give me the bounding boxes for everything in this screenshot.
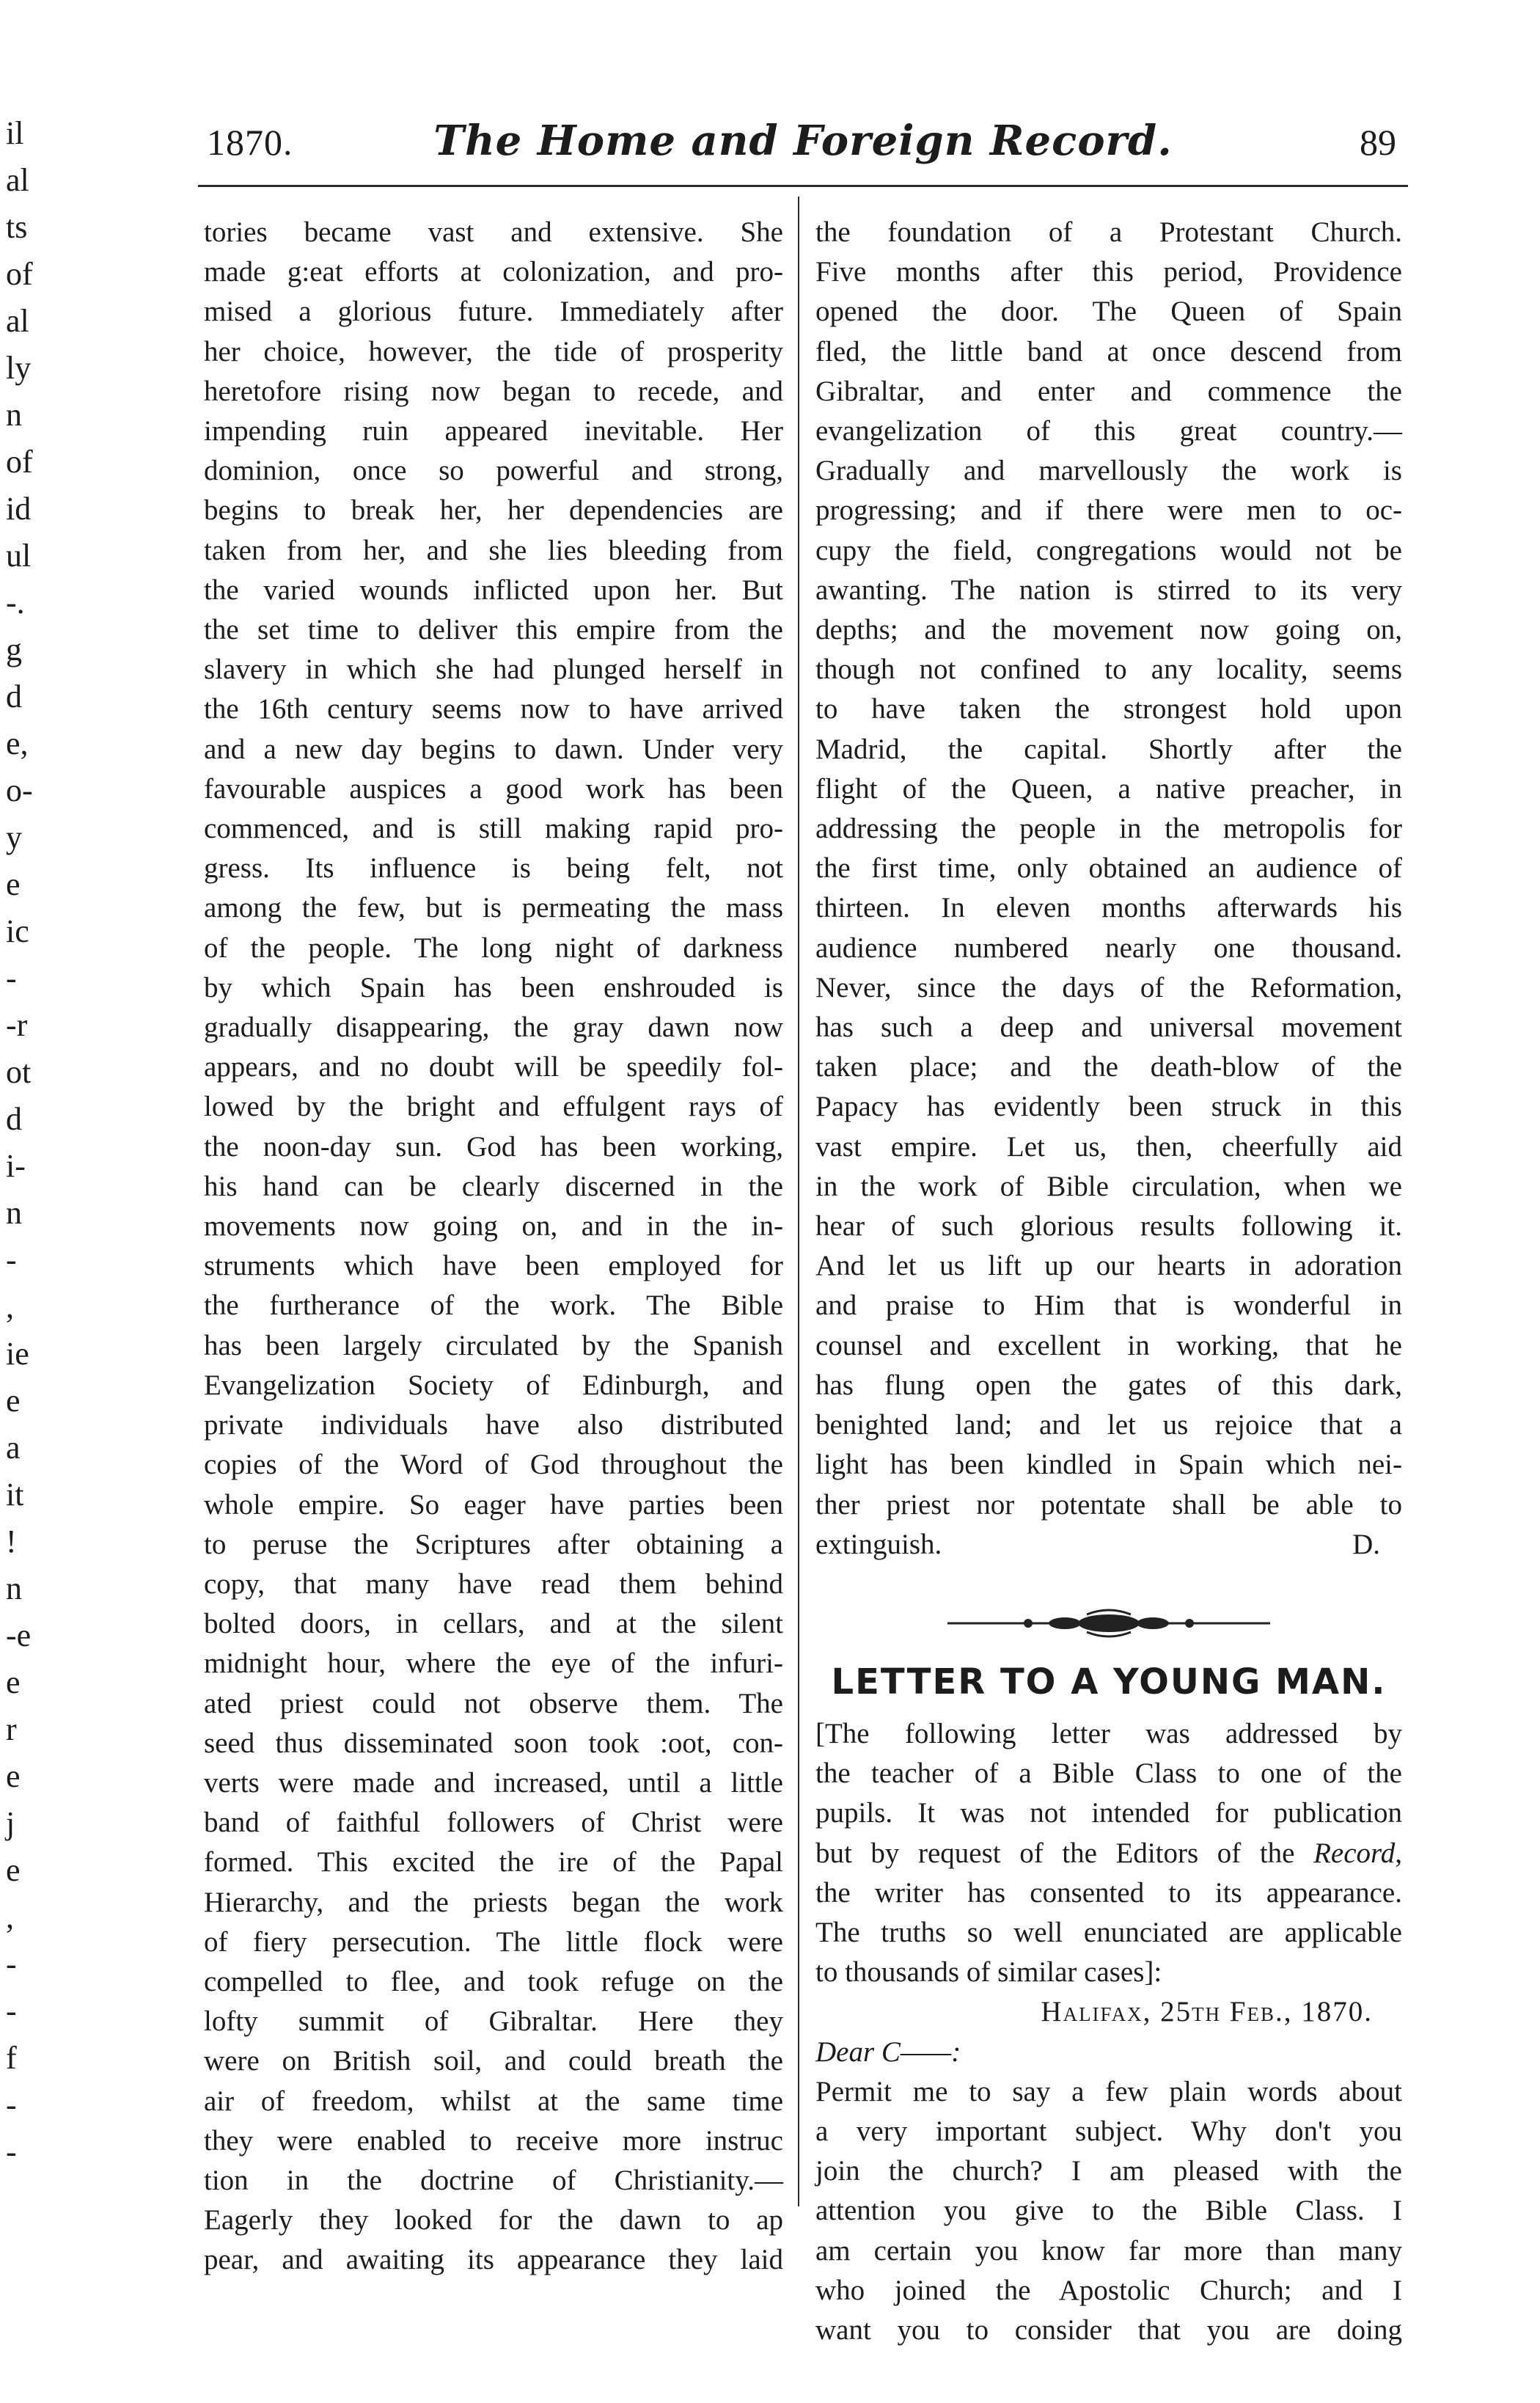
text-line: am certain you know far more than many — [815, 2234, 1402, 2267]
text-line: the set time to deliver this empire from the — [204, 614, 783, 646]
text-line: formed. This excited the ire of the Papal — [204, 1846, 783, 1879]
text-line: Evangelization Society of Edinburgh, and — [204, 1369, 783, 1401]
text-line: gress. Its influence is being felt, not — [204, 852, 783, 885]
text-line: they were enabled to receive more instruc — [204, 2124, 783, 2157]
text-line: thirteen. In eleven months afterwards his — [815, 892, 1402, 924]
bleed-fragment: e — [6, 1852, 21, 1888]
text-line: join the church? I am pleased with the — [815, 2155, 1402, 2187]
text-line: tion in the doctrine of Christianity.— — [204, 2164, 783, 2196]
text-line: begins to break her, her dependencies are — [204, 494, 783, 527]
bleed-fragment: , — [6, 1899, 14, 1935]
text-line: ated priest could not observe them. The — [204, 1687, 783, 1719]
text-line: audience numbered nearly one thousand. — [815, 932, 1402, 964]
text-line: want you to consider that you are doing — [815, 2314, 1402, 2346]
letter-salutation: Dear C——: — [815, 2036, 961, 2068]
text-line: The truths so well enunciated are applicable — [815, 1916, 1402, 1948]
letter-dateline: Halifax, 25th Feb., 1870. — [1041, 1996, 1373, 2028]
text-line: appears, and no doubt will be speedily fol- — [204, 1051, 783, 1083]
text-line: Gibraltar, and enter and commence the — [815, 375, 1402, 407]
text-line: the noon-day sun. God has been working, — [204, 1130, 783, 1163]
text-line: depths; and the movement now going on, — [815, 614, 1402, 646]
bleed-fragment: j — [6, 1805, 15, 1841]
bleed-fragment: -r — [6, 1007, 28, 1043]
text-line: slavery in which she had plunged herself in — [204, 654, 783, 686]
text-line: light has been kindled in Spain which nei- — [815, 1449, 1402, 1481]
text-line: flight of the Queen, a native preacher, in — [815, 772, 1402, 805]
bleed-fragment: y — [6, 819, 22, 855]
text-line: counsel and excellent in working, that he — [815, 1329, 1402, 1361]
text-line: hear of such glorious results following it. — [815, 1210, 1402, 1243]
bleed-fragment: d — [6, 1101, 22, 1137]
text-line: of fiery persecution. The little flock were — [204, 1925, 783, 1958]
text-line: seed thus disseminated soon took :oot, con- — [204, 1727, 783, 1759]
letter-intro — [815, 1714, 1402, 1992]
text-line: commenced, and is still making rapid pro- — [204, 813, 783, 845]
header-year: 1870. — [207, 122, 293, 163]
text-line: of the people. The long night of darkness — [204, 932, 783, 964]
text-line: pear, and awaiting its appearance they laid — [204, 2244, 783, 2276]
bleed-fragment: n — [6, 397, 22, 433]
text-line: And let us lift up our hearts in adoration — [815, 1250, 1402, 1282]
bleed-fragment: -. — [6, 585, 25, 621]
text-line: in the work of Bible circulation, when we — [815, 1170, 1402, 1202]
text-line: Hierarchy, and the priests began the work — [204, 1886, 783, 1918]
bleed-fragment: e — [6, 1758, 21, 1794]
bleed-fragment: - — [6, 1242, 17, 1278]
text-line: the furtherance of the work. The Bible — [204, 1290, 783, 1322]
text-line: private individuals have also distributed — [204, 1409, 783, 1441]
text-line: attention you give to the Bible Class. I — [815, 2195, 1402, 2227]
text-line: though not confined to any locality, seems — [815, 654, 1402, 686]
bleed-fragment: id — [6, 491, 32, 527]
text-line: vast empire. Let us, then, cheerfully aid — [815, 1130, 1402, 1163]
text-line: Five months after this period, Providence — [815, 256, 1402, 288]
text-line: a very important subject. Why don't you — [815, 2115, 1402, 2147]
bleed-fragment: it — [6, 1477, 24, 1513]
header-rule — [198, 185, 1408, 187]
text-line: to thousands of similar cases]: — [815, 1956, 1162, 1989]
text-line: opened the door. The Queen of Spain — [815, 296, 1402, 328]
text-line: movements now going on, and in the in- — [204, 1210, 783, 1243]
letter-heading: LETTER TO A YOUNG MAN. — [831, 1661, 1387, 1702]
text-line: the varied wounds inflicted upon her. But — [204, 574, 783, 606]
text-line: the first time, only obtained an audience of — [815, 852, 1402, 885]
text-line: lowed by the bright and effulgent rays of — [204, 1091, 783, 1123]
bleed-fragment: d — [6, 679, 22, 714]
text-line: among the few, but is permeating the mass — [204, 892, 783, 924]
text-line: evangelization of this great country.— — [815, 415, 1402, 447]
bleed-fragment: of — [6, 444, 33, 480]
bleed-fragment: g — [6, 632, 22, 668]
text-line: the foundation of a Protestant Church. — [815, 216, 1402, 248]
bleed-fragment: al — [6, 303, 29, 339]
text-line: gradually disappearing, the gray dawn now — [204, 1012, 783, 1044]
bleed-fragment: e, — [6, 725, 29, 761]
article-continuation — [815, 213, 1402, 1525]
text-line: bolted doors, in cellars, and at the silent — [204, 1608, 783, 1640]
bleed-fragment: e — [6, 1383, 21, 1419]
text-line: copies of the Word of God throughout the — [204, 1449, 783, 1481]
text-line: whole empire. So eager have parties been — [204, 1488, 783, 1521]
text-line: fled, the little band at once descend from — [815, 335, 1402, 367]
text-line: struments which have been employed for — [204, 1250, 783, 1282]
text-line: to have taken the strongest hold upon — [815, 693, 1402, 725]
text-line: favourable auspices a good work has been — [204, 772, 783, 805]
text-line: Gradually and marvellously the work is — [815, 455, 1402, 487]
bleed-fragment: al — [6, 162, 29, 198]
text-line: [The following letter was addressed by — [815, 1717, 1402, 1749]
text-line: has flung open the gates of this dark, — [815, 1369, 1402, 1401]
bleed-fragment: il — [6, 115, 24, 151]
bleed-fragment: ie — [6, 1336, 29, 1372]
text-line: benighted land; and let us rejoice that a — [815, 1409, 1402, 1441]
text-line: dominion, once so powerful and strong, — [204, 455, 783, 487]
bleed-fragment: ot — [6, 1054, 32, 1090]
bleed-fragment: -e — [6, 1617, 32, 1653]
letter-body — [815, 2072, 1402, 2350]
text-line: who joined the Apostolic Church; and I — [815, 2274, 1402, 2306]
text-line: to peruse the Scriptures after obtaining a — [204, 1528, 783, 1560]
text-line: but by request of the Editors of the Record, — [815, 1837, 1402, 1869]
text-line: band of faithful followers of Christ were — [204, 1807, 783, 1839]
closing-line — [815, 1525, 1402, 1565]
left-column — [204, 213, 783, 2281]
text-line: air of freedom, whilst at the same time — [204, 2085, 783, 2117]
text-line: were on British soil, and could breath the — [204, 2045, 783, 2077]
text-line: the writer has consented to its appearance. — [815, 1876, 1402, 1909]
text-line: her choice, however, the tide of prosperity — [204, 335, 783, 367]
author-signature: D. — [1352, 1528, 1380, 1560]
text-line: has such a deep and universal movement — [815, 1012, 1402, 1044]
bleed-fragment: e — [6, 866, 21, 902]
text-line: impending ruin appeared inevitable. Her — [204, 415, 783, 447]
page-number: 89 — [1360, 122, 1396, 163]
bleed-fragment: ! — [6, 1524, 17, 1559]
bleed-fragment: i- — [6, 1148, 26, 1184]
bleed-fragment: f — [6, 2040, 17, 2076]
bleed-fragment: o- — [6, 772, 33, 808]
bleed-fragment: - — [6, 960, 17, 996]
text-line: addressing the people in the metropolis for — [815, 813, 1402, 845]
bleed-fragment: r — [6, 1711, 17, 1747]
text-line: compelled to flee, and took refuge on the — [204, 1965, 783, 1997]
bleed-fragment: e — [6, 1664, 21, 1700]
bleed-fragment: - — [6, 2087, 17, 2123]
text-line: midnight hour, where the eye of the infuri- — [204, 1647, 783, 1680]
bleed-fragment: a — [6, 1430, 21, 1466]
text-line: Eagerly they looked for the dawn to ap — [204, 2204, 783, 2236]
bleed-fragment: ul — [6, 538, 32, 574]
bleed-fragment: ic — [6, 913, 29, 949]
running-head — [198, 117, 1408, 180]
text-line: pupils. It was not intended for publication — [815, 1797, 1402, 1829]
text-line: ther priest nor potentate shall be able to — [815, 1488, 1402, 1521]
text-line: lofty summit of Gibraltar. Here they — [204, 2005, 783, 2038]
bleed-fragment: ly — [6, 350, 32, 386]
text-line: taken from her, and she lies bleeding from — [204, 534, 783, 566]
text-line: Permit me to say a few plain words about — [815, 2075, 1402, 2107]
bleed-fragment: - — [6, 1946, 17, 1982]
closing-text: extinguish. — [815, 1528, 942, 1560]
bleed-fragment: n — [6, 1570, 22, 1606]
bleed-fragment: - — [6, 2134, 17, 2170]
text-line: has been largely circulated by the Spanish — [204, 1329, 783, 1361]
text-line: copy, that many have read them behind — [204, 1568, 783, 1600]
bleed-fragment: , — [6, 1289, 14, 1325]
text-line: cupy the field, congregations would not be — [815, 534, 1402, 566]
bleed-fragment: of — [6, 256, 33, 292]
text-line: Madrid, the capital. Shortly after the — [815, 733, 1402, 765]
text-line: made g:eat efforts at colonization, and pro- — [204, 256, 783, 288]
right-column — [815, 213, 1402, 2350]
text-line: tories became vast and extensive. She — [204, 216, 783, 248]
column-divider — [798, 197, 799, 2206]
text-line: his hand can be clearly discerned in the — [204, 1170, 783, 1202]
text-line: Never, since the days of the Reformation, — [815, 971, 1402, 1003]
publication-title: The Home and Foreign Record. — [433, 117, 1173, 165]
text-line: awanting. The nation is stirred to its very — [815, 574, 1402, 606]
text-line: Papacy has evidently been struck in this — [815, 1091, 1402, 1123]
text-line: verts were made and increased, until a little — [204, 1766, 783, 1799]
text-line: taken place; and the death-blow of the — [815, 1051, 1402, 1083]
text-line: mised a glorious future. Immediately after — [204, 296, 783, 328]
text-line: the 16th century seems now to have arrived — [204, 693, 783, 725]
text-line: the teacher of a Bible Class to one of the — [815, 1758, 1402, 1790]
ornament-divider-icon — [940, 1609, 1277, 1638]
bleed-fragment: - — [6, 1993, 17, 2029]
text-line: by which Spain has been enshrouded is — [204, 971, 783, 1003]
text-line: and praise to Him that is wonderful in — [815, 1290, 1402, 1322]
bleed-fragment: ts — [6, 209, 28, 245]
text-line: progressing; and if there were men to oc- — [815, 494, 1402, 527]
text-line: and a new day begins to dawn. Under very — [204, 733, 783, 765]
bleed-fragment: n — [6, 1195, 22, 1231]
text-line: heretofore rising now began to recede, and — [204, 375, 783, 407]
